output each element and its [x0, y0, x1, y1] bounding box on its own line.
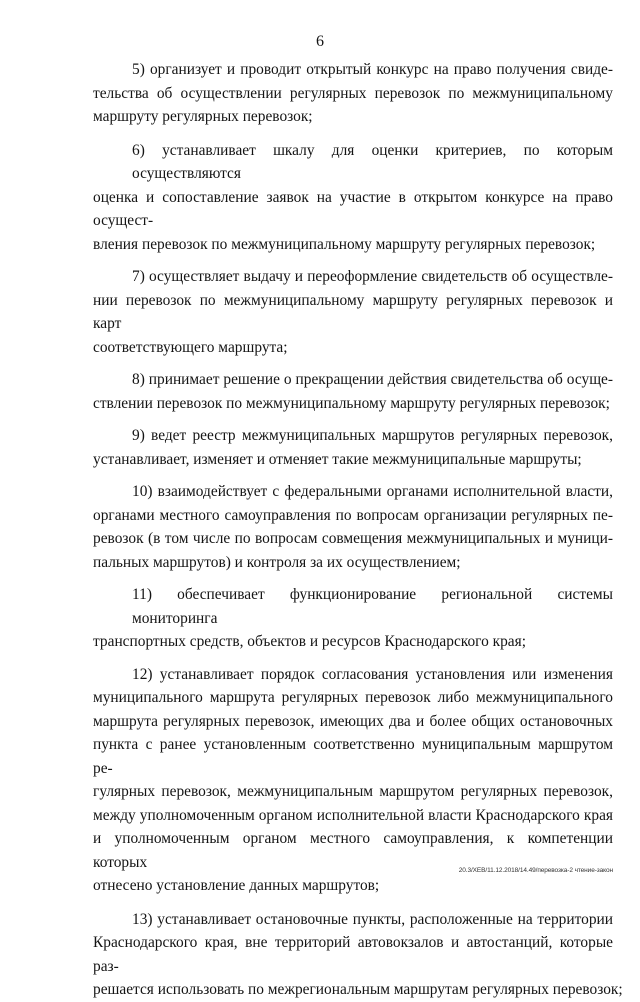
paragraph-item-8: [93, 368, 613, 415]
paragraph-item-7: [93, 265, 613, 359]
text-line: 12) устанавливает порядок согласования установления или изменения: [132, 665, 613, 683]
text-line: 7) осуществляет выдачу и переоформление свидетельств об осуществле-: [132, 268, 613, 285]
document-footer-code: 20.3/ХЕВ/11.12.2018/14.49/перевозка-2 чтение-закон: [458, 867, 613, 874]
paragraph-item-13: [93, 908, 623, 1002]
text-line: вления перевозок по межмуниципальному маршруту регулярных перевозок;: [93, 235, 596, 253]
text-line: соответствующего маршрута;: [93, 338, 288, 356]
text-line: и уполномоченным органом местного самоуправления, к компетенции которых: [93, 830, 613, 871]
text-line: отнесено установление данных маршрутов;: [93, 877, 380, 894]
text-line: устанавливает, изменяет и отменяет такие межмуниципальные маршруты;: [93, 450, 582, 468]
text-line: 6) устанавливает шкалу для оценки критериев, по которым осуществляются: [132, 141, 613, 182]
text-line: 10) взаимодействует с федеральными органами исполнительной власти,: [132, 483, 613, 500]
text-line: тельства об осуществлении регулярных перевозок по межмуниципальному: [93, 84, 613, 102]
text-line: маршрута регулярных перевозок, имеющих два и более общих остановочных: [93, 712, 613, 730]
text-line: пальных маршрутов) и контроля за их осуществлением;: [93, 553, 461, 571]
text-line: маршруту регулярных перевозок;: [93, 108, 313, 125]
text-line: 9) ведет реестр межмуниципальных маршрутов регулярных перевозок,: [132, 427, 613, 444]
document-body: [93, 58, 623, 1002]
paragraph-item-11: [93, 583, 613, 654]
text-line: ствлении перевозок по межмуниципальному маршруту регулярных перевозок;: [93, 394, 610, 412]
text-line: 13) устанавливает остановочные пункты, расположенные на территории: [132, 910, 613, 928]
text-line: Краснодарского края, вне территорий автовокзалов и автостанций, которые раз-: [93, 934, 613, 975]
text-line: транспортных средств, объектов и ресурсов Краснодарского края;: [93, 633, 526, 650]
text-line: оценка и сопоставление заявок на участие в открытом конкурсе на право осущест-: [93, 188, 613, 229]
paragraph-item-9: [93, 424, 613, 471]
text-line: нии перевозок по межмуниципальному маршруту регулярных перевозок и карт: [93, 291, 613, 332]
text-line: органами местного самоуправления по вопросам организации регулярных пе-: [93, 506, 613, 524]
text-line: 8) принимает решение о прекращении действия свидетельства об осуще-: [132, 371, 613, 388]
text-line: муниципального маршрута регулярных перевозок либо межмуниципального: [93, 689, 613, 706]
text-line: ревозок (в том числе по вопросам совмещения межмуниципальных и муници-: [93, 530, 613, 547]
text-line: 5) организует и проводит открытый конкурс на право получения свиде-: [132, 61, 613, 78]
page-number: 6: [316, 33, 324, 50]
paragraph-item-12: [93, 663, 613, 898]
paragraph-item-10: [93, 480, 613, 574]
paragraph-item-6: [93, 139, 613, 257]
text-line: 11) обеспечивает функционирование региональной системы мониторинга: [132, 586, 613, 627]
text-line: решается использовать по межрегиональным маршрутам регулярных перевозок;: [93, 981, 623, 998]
text-line: между уполномоченным органом исполнительной власти Краснодарского края: [93, 806, 613, 824]
paragraph-item-5: [93, 58, 613, 129]
text-line: гулярных перевозок, межмуниципальным маршрутом регулярных перевозок,: [93, 783, 613, 800]
text-line: пункта с ранее установленным соответственно муниципальным маршрутом ре-: [93, 736, 613, 777]
